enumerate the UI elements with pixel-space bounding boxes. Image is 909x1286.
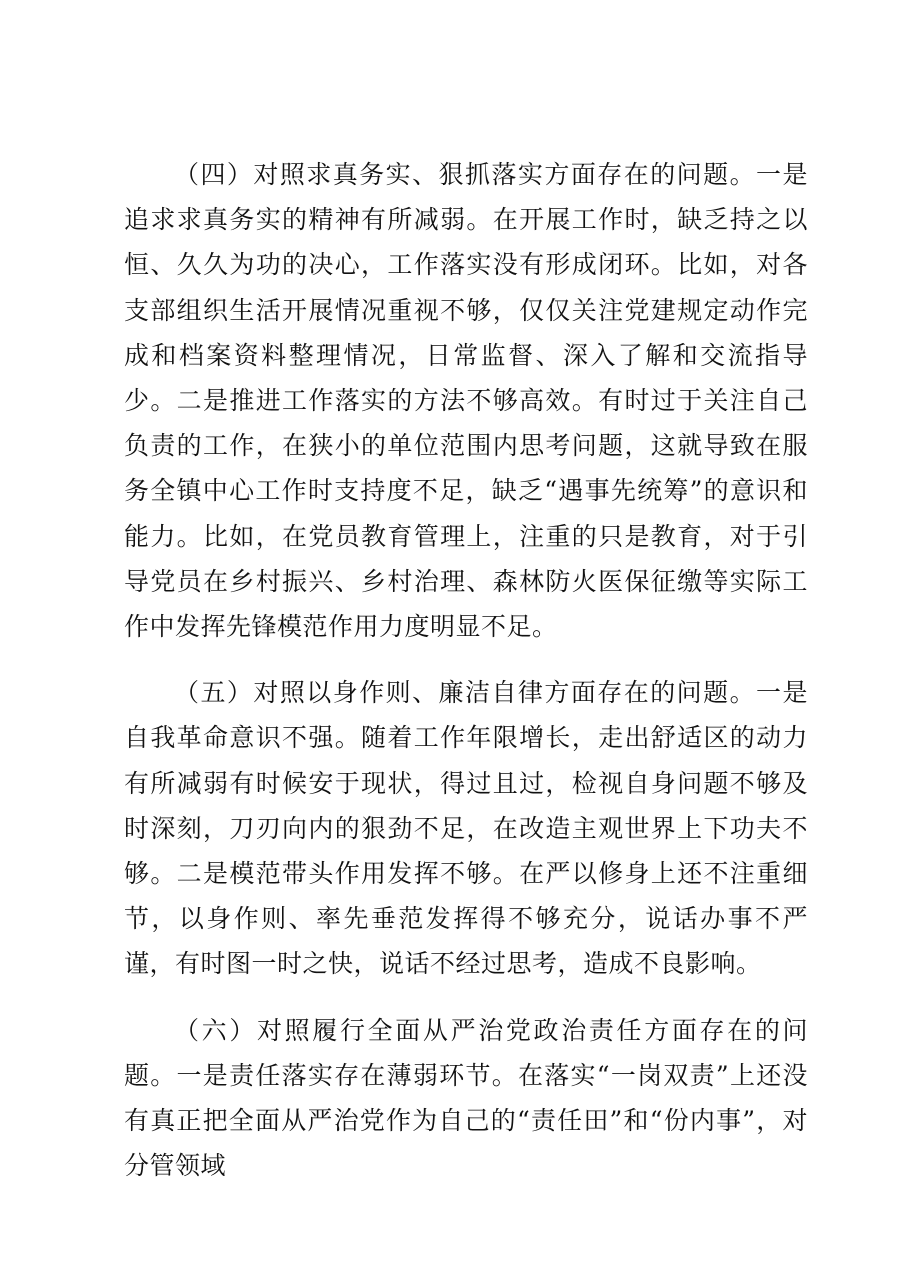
paragraph-section-4: （四）对照求真务实、狠抓落实方面存在的问题。一是追求求真务实的精神有所减弱。在开展工作时，缺乏持之以恒、久久为功的决心，工作落实没有形成闭环。比如，对各支部组织生活开展情况重视不够，仅仅关注党建规定动作完成和档案资料整理情况，日常监督、深入了解和交流指导少。二是推进工作落实的方法不够高效。有时过于关注自己负责的工作，在狭小的单位范围内思考问题，这就导致在服务全镇中心工作时支持度不足，缺乏“遇事先统筹”的意识和能力。比如，在党员教育管理上，注重的只是教育，对于引导党员在乡村振兴、乡村治理、森林防火医保征缴等实际工作中发挥先锋模范作用力度明显不足。 bbox=[124, 160, 808, 642]
document-body bbox=[124, 152, 808, 1209]
paragraph-section-6: （六）对照履行全面从严治党政治责任方面存在的问题。一是责任落实存在薄弱环节。在落实“一岗双责”上还没有真正把全面从严治党作为自己的“责任田”和“份内事”，对分管领域 bbox=[124, 1015, 808, 1181]
paragraph-section-5: （五）对照以身作则、廉洁自律方面存在的问题。一是自我革命意识不强。随着工作年限增长，走出舒适区的动力有所减弱有时候安于现状，得过且过，检视自身问题不够及时深刻，刀刃向内的狠劲不足，在改造主观世界上下功夫不够。二是模范带头作用发挥不够。在严以修身上还不注重细节，以身作则、率先垂范发挥得不够充分，说话办事不严谨，有时图一时之快，说话不经过思考，造成不良影响。 bbox=[124, 678, 808, 979]
